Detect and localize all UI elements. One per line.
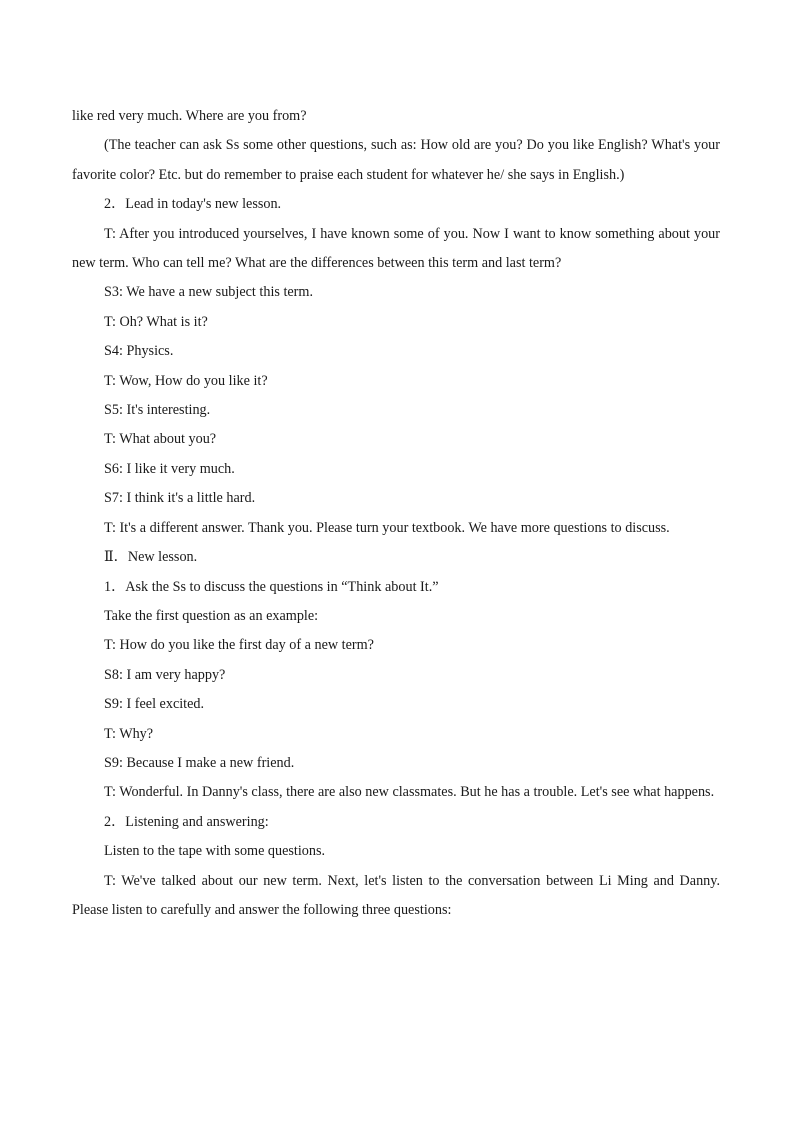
paragraph-25: T: We've talked about our new term. Next, let's listen to the conversation between Li Ming and Danny. Please listen to carefully and answer the following three questions: (72, 872, 720, 918)
paragraph-1: like red very much. Where are you from? (72, 108, 307, 124)
paragraph-11: S6: I like it very much. (104, 460, 235, 477)
paragraph-19: S9: I feel excited. (104, 696, 205, 713)
paragraph-22: T: Wonderful. In Danny's class, there are also new classmates. But he has a trouble. Let's see what happens. (104, 784, 715, 801)
paragraph-20: T: Why? (104, 725, 154, 742)
paragraph-18: S8: I am very happy? (104, 666, 226, 683)
paragraph-7: S4: Physics. (104, 343, 174, 360)
paragraph-9: S5: It's interesting. (104, 402, 211, 419)
paragraph-5: S3: We have a new subject this term. (104, 284, 313, 301)
paragraph-24: Listen to the tape with some questions. (104, 843, 326, 860)
paragraph-8: T: Wow, How do you like it? (104, 372, 268, 389)
paragraph-2: (The teacher can ask Ss some other questions, such as: How old are you? Do you like English? What's your favorite color? Etc. but do remember to praise each student for whatever he/ she says in English.) (72, 137, 720, 183)
paragraph-14: Ⅱ．New lesson. (104, 549, 198, 566)
paragraph-16: Take the first question as an example: (104, 607, 319, 624)
paragraph-23: 2．Listening and answering: (104, 813, 269, 830)
paragraph-3: 2．Lead in today's new lesson. (104, 196, 282, 213)
paragraph-17: T: How do you like the first day of a new term? (104, 637, 374, 654)
paragraph-12: S7: I think it's a little hard. (104, 490, 256, 507)
paragraph-6: T: Oh? What is it? (104, 313, 208, 330)
paragraph-15: 1．Ask the Ss to discuss the questions in “Think about It.” (104, 578, 439, 595)
paragraph-4: T: After you introduced yourselves, I have known some of you. Now I want to know something about your new term. Who can tell me? What are the differences between this term and last term? (72, 225, 720, 272)
paragraph-21: S9: Because I make a new friend. (104, 754, 295, 771)
document-page (72, 102, 720, 925)
paragraph-13: T: It's a different answer. Thank you. Please turn your textbook. We have more questions to discuss. (104, 519, 670, 536)
paragraph-10: T: What about you? (104, 431, 217, 448)
